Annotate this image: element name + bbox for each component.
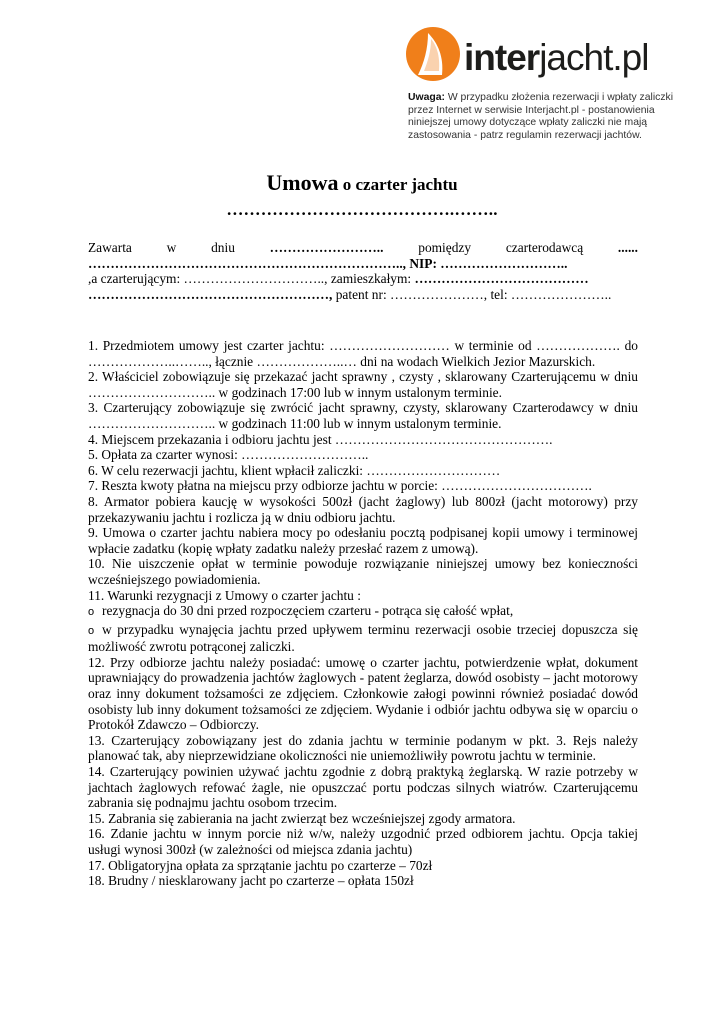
parties-line-1: Zawarta w dniu …………………….. pomiędzy czarterodawcą ...... [88, 240, 638, 255]
parties-line-2: …………………………………………………………….., NIP: ……………………….. [88, 255, 568, 271]
clause-5: 5. Opłata za czarter wynosi: ……………………….. [88, 447, 369, 463]
interjacht-logo[interactable] [404, 18, 710, 90]
title-main: Umowa [266, 170, 339, 195]
clause-3: 3. Czarterujący zobowiązuje się zwrócić jacht sprawny, czysty, sklarowany Czarterodawcy w dniu ……………………….. w godzinach 11:00 lub w innym ustalonym terminie. [88, 400, 638, 431]
clause-11: 11. Warunki rezygnacji z Umowy o czarter jachtu : [88, 587, 361, 603]
clause-16: 16. Zdanie jachtu w innym porcie niż w/w, należy uzgodnić przed odbiorem jachtu. Opcja takiej usługi wynosi 300zł (w zależności od miejsca zdania jachtu) [88, 826, 638, 857]
clause-6: 6. W celu rezerwacji jachtu, klient wpłacił zaliczki: ………………………… [88, 462, 501, 478]
header-notice-block [404, 18, 710, 142]
parties-line-4: ………………………………………………, patent nr: …………………, tel: ………………….. [88, 286, 612, 302]
title-sub: o czarter jachtu [338, 175, 458, 194]
notice-line-4: zastosowania - patrz regulamin rezerwacji jachtów. [408, 129, 642, 141]
clause-9: 9. Umowa o czarter jachtu nabiera mocy po odesłaniu pocztą podpisanej kopii umowy i terminowej wpłacie zadatku (kopię wpłaty zadatku należy przesłać razem z umową). [88, 525, 638, 556]
clause-4: 4. Miejscem przekazania i odbioru jachtu jest …………………………………………. [88, 431, 553, 447]
clause-11-option-b: o w przypadku wynajęcia jachtu przed upływem terminu rezerwacji osobie trzeciej dopuszcza się możliwość zwrotu potrąconej zaliczki. [88, 621, 638, 655]
clause-18: 18. Brudny / niesklarowany jacht po czarterze – opłata 150zł [88, 873, 414, 889]
clause-8: 8. Armator pobiera kaucję w wysokości 500zł (jacht żaglowy) lub 800zł (jacht motorowy) przy przekazywaniu jachtu i rozlicza ją w dniu odbioru jachtu. [88, 493, 638, 525]
clause-2: 2. Właściciel zobowiązuje się przekazać jacht sprawny , czysty , sklarowany Czarterującemu w dniu ……………………….. w godzinach 17:00 lub w innym ustalonym terminie. [88, 369, 638, 400]
clause-11-option-a: o rezygnacja do 30 dni przed rozpoczęciem czarteru - potrąca się całość wpłat, [88, 603, 638, 621]
document-title [0, 170, 724, 220]
clause-13: 13. Czarterujący zobowiązany jest do zdania jachtu w terminie podanym w pkt. 3. Rejs należy planować tak, aby nieprzewidziane okoliczności nie uniemożliwiły powrotu jachtu w terminie. [88, 732, 638, 764]
title-blank-line: ………………………………….…….. [226, 200, 498, 219]
clause-15: 15. Zabrania się zabierania na jacht zwierząt bez wcześniejszej zgody armatora. [88, 810, 516, 826]
clause-1: 1. Przedmiotem umowy jest czarter jachtu: ……………………… w terminie od ………………. do ………………..…….., łącznie ………………..… dni na wodach Wielkich Jezior Mazurskich. [88, 338, 638, 369]
notice-label: Uwaga: [408, 92, 445, 103]
bullet-circle-icon: o [88, 606, 95, 619]
reservation-notice [408, 92, 710, 142]
clause-17: 17. Obligatoryjna opłata za sprzątanie jachtu po czarterze – 70zł [88, 857, 433, 873]
clause-14: 14. Czarterujący powinien używać jachtu zgodnie z dobrą praktyką żeglarską. W razie potrzeby w jachtach żaglowych refować żagle, nie opuszczać portu podczas silnych wiatrów. Czarterującemu zabrania się podnajmu jachtu osobom trzecim. [88, 764, 638, 811]
parties-line-3: ,a czarterującym: ………………………….., zamieszkałym: ………………………………… [88, 271, 589, 287]
logo-wordmark: interjacht.pl [464, 36, 649, 78]
clause-12: 12. Przy odbiorze jachtu należy posiadać: umowę o czarter jachtu, potwierdzenie wpłat, dokument uprawniający do prowadzenia jachtów żaglowych - patent żeglarza, dowód osobisty – jacht motorowy oraz inny dokument tożsamości ze zdjęciem. Członkowie załogi powinni również posiadać dowód osobisty lub inny dokument tożsamości ze zdjęciem. Wydanie i odbiór jachtu odbywa się w oparciu o Protokół Zdawczo – Odbiorczy. [88, 654, 638, 733]
clause-10: 10. Nie uiszczenie opłat w terminie powoduje rozwiązanie niniejszej umowy bez konieczności wcześniejszego powiadomienia. [88, 556, 638, 587]
sail-logo-icon [404, 25, 462, 83]
clause-7: 7. Reszta kwoty płatna na miejscu przy odbiorze jachtu w porcie: ……………………………. [88, 478, 592, 494]
notice-line-3: niniejszej umowy dotyczące wpłaty zaliczki nie mają [408, 117, 648, 129]
notice-line-2: przez Internet w serwisie Interjacht.pl - postanowienia [408, 104, 655, 116]
notice-line-1: W przypadku złożenia rezerwacji i wpłaty zaliczki [444, 92, 674, 103]
parties-section [88, 240, 638, 302]
clauses-list [88, 338, 638, 889]
bullet-circle-icon: o [88, 624, 95, 637]
